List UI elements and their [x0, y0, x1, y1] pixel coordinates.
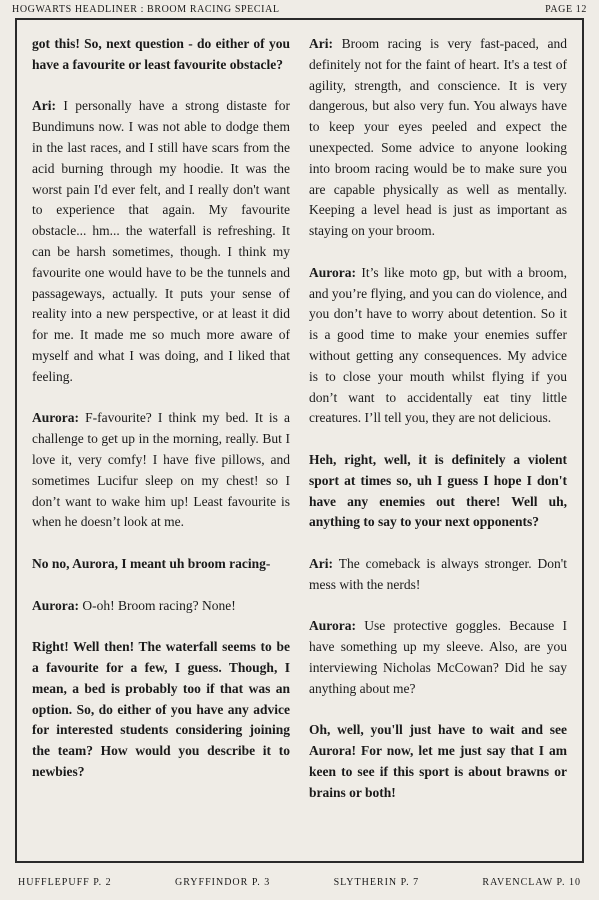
speaker-name: Aurora:: [32, 410, 79, 426]
interviewer-question: Heh, right, well, it is definitely a violent sport at times so, uh I guess I hope I don't have any enemies out there! Well uh, anything to say to your next opponents?: [309, 451, 567, 530]
footer-link-hufflepuff[interactable]: HUFFLEPUFF P. 2: [18, 876, 112, 888]
footer-link-gryffindor[interactable]: GRYFFINDOR P. 3: [174, 876, 271, 888]
page-footer: [0, 872, 599, 892]
left-column: [32, 34, 290, 803]
speaker-name: Ari:: [309, 555, 333, 571]
publication-title: HOGWARTS HEADLINER : BROOM RACING SPECIAL: [12, 3, 280, 15]
speaker-name: Ari:: [309, 36, 333, 51]
answer-text: F-favourite? I think my bed. It is a challenge to get up in the morning, really. But I love it, very comfy! I have five pillows, and sometimes Lucifur sleep on my chest! so I don’t want to wake him up! Least favourite is when he doesn’t look at me.: [32, 410, 290, 530]
interviewee-answer: [32, 408, 290, 533]
answer-text: It’s like moto gp, but with a broom, and you’re flying, and you can do violence, and you don’t have to worry about detention. So it is a good time to make your enemies suffer without getting any consequences. My advice is to close your mouth whilst flying if you don’t want to accidentally eat tiny little creatures. I’ll tell you, they are not delicious.: [309, 264, 567, 426]
right-column: [309, 34, 567, 824]
footer-link-slytherin[interactable]: SLYTHERIN P. 7: [333, 876, 420, 888]
interviewee-answer: [309, 34, 567, 242]
interviewer-question: Oh, well, you'll just have to wait and see Aurora! For now, let me just say that I am keen to see if this sport is about brawns or brains or both!: [309, 722, 567, 800]
interviewee-answer: [309, 616, 567, 699]
interviewee-answer: [32, 596, 290, 617]
answer-text: Use protective goggles. Because I have something up my sleeve. Also, are you interviewing Nicholas McCowan? Did he say anything about me?: [309, 618, 567, 696]
speaker-name: Ari:: [32, 98, 56, 114]
answer-text: The comeback is always stronger. Don't mess with the nerds!: [309, 555, 567, 592]
interviewee-answer: [309, 554, 567, 596]
interviewer-question: got this! So, next question - do either of you have a favourite or least favourite obstacle?: [32, 36, 290, 72]
interviewer-question: Right! Well then! The waterfall seems to be a favourite for a few, I guess. Though, I mean, a bed is probably too if that was an option. So, do either of you have any advice for interested students considering joining the team? How would you describe it to newbies?: [32, 639, 290, 779]
speaker-name: Aurora:: [32, 597, 79, 613]
page-number: PAGE 12: [545, 3, 587, 15]
page-header: [0, 0, 599, 18]
interviewer-question: No no, Aurora, I meant uh broom racing-: [32, 555, 271, 571]
answer-text: O-oh! Broom racing? None!: [79, 597, 236, 613]
answer-text: I personally have a strong distaste for Bundimuns now. I was not able to dodge them in the last races, and I still have scars from the acid burning through my hoodie. It was the worst pain I'd ever felt, and I really don't want to experience that again. My favourite obstacle... hm... the waterfall is refreshing. It can be harsh sometimes, though. I think my favourite one would have to be the tunnels and passageways, actually. It puts your sense of reality into a new perspective, or at least it did for me. It made me so much more aware of myself and what I was doing, and I liked that feeling.: [32, 98, 290, 384]
interviewee-answer: [32, 96, 290, 387]
answer-text: Broom racing is very fast-paced, and definitely not for the faint of heart. It's a test of agility, strength, and conscience. It is very dangerous, but also very fun. You always have to keep your eyes peeled and expect the unexpected. Some advice to anyone looking into broom racing would be to make sure you are capable physically as well as mentally. Keeping a level head is just as important as staying on your broom.: [309, 36, 567, 239]
footer-link-ravenclaw[interactable]: RAVENCLAW P. 10: [482, 876, 581, 888]
speaker-name: Aurora:: [309, 618, 356, 634]
interviewee-answer: [309, 263, 567, 429]
speaker-name: Aurora:: [309, 264, 356, 280]
